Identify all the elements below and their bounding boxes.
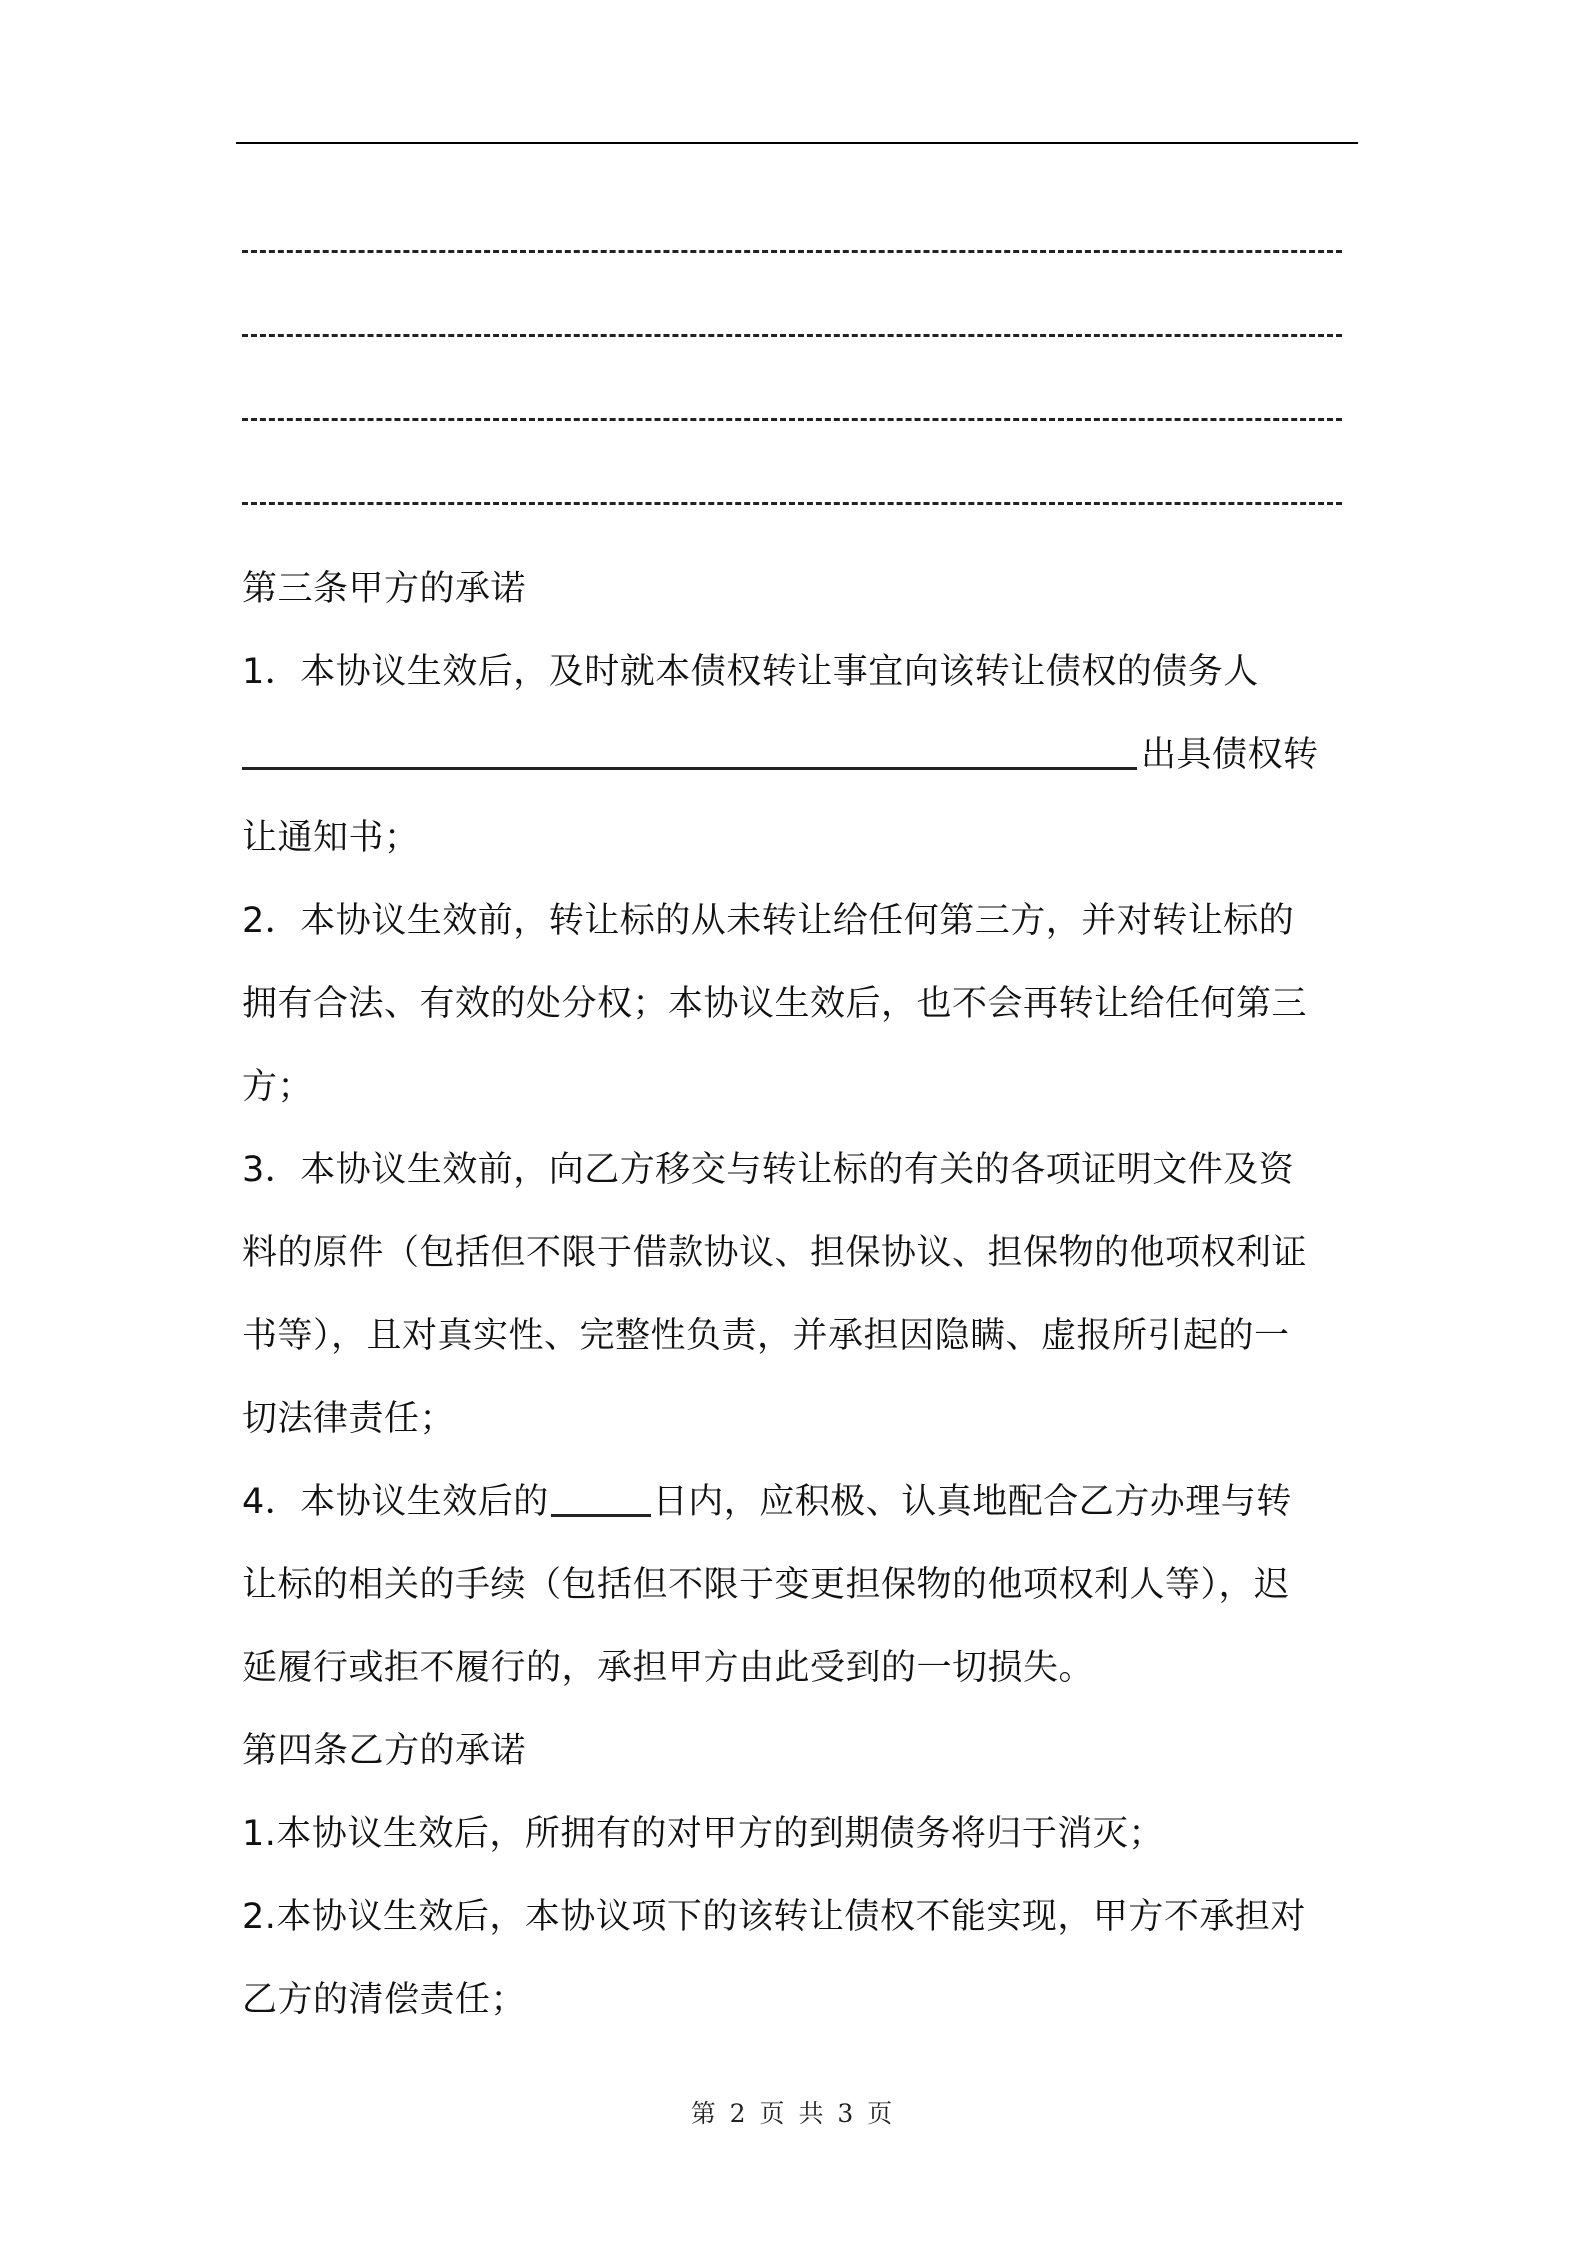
fill-in-line [242, 464, 1362, 548]
days-blank [551, 1482, 651, 1517]
article-3-item-4-line-3: 延履行或拒不履行的，承担甲方由此受到的一切损失。 [242, 1648, 1095, 1688]
article-3-item-1-line-3: 让通知书； [242, 818, 420, 858]
article-3-item-4-line-1-tail: 日内，应积极、认真地配合乙方办理与转 [652, 1482, 1292, 1522]
article-4-item-2-line-1: 2.本协议生效后，本协议项下的该转让债权不能实现，甲方不承担对 [242, 1897, 1306, 1937]
article-3-heading: 第三条甲方的承诺 [242, 569, 527, 609]
header-rule [236, 142, 1358, 144]
article-3-item-3-line-2: 料的原件（包括但不限于借款协议、担保协议、担保物的他项权利证 [242, 1233, 1308, 1273]
article-3-item-4-line-2: 让标的相关的手续（包括但不限于变更担保物的他项权利人等），迟 [242, 1565, 1290, 1605]
fill-in-line [242, 212, 1362, 296]
article-4-item-2-line-2: 乙方的清偿责任； [242, 1980, 527, 2020]
article-3-item-2-line-1: 2．本协议生效前，转让标的从未转让给任何第三方，并对转让标的 [242, 901, 1295, 941]
fill-in-line [242, 380, 1362, 464]
article-4-heading: 第四条乙方的承诺 [242, 1731, 527, 1771]
article-3-item-2-line-2: 拥有合法、有效的处分权；本协议生效后，也不会再转让给任何第三 [242, 984, 1308, 1024]
article-3-item-2-line-3: 方； [242, 1067, 314, 1107]
document-body [242, 212, 1362, 2042]
article-3-item-1-line-1: 1．本协议生效后，及时就本债权转让事宜向该转让债权的债务人 [242, 652, 1259, 692]
article-3-item-1-line-2 [242, 714, 1362, 797]
page-number: 第 2 页 共 3 页 [690, 2099, 896, 2128]
debtor-name-blank [242, 735, 1137, 770]
article-3-item-3-line-4: 切法律责任； [242, 1399, 456, 1439]
article-3-item-4-line-1-head: 4．本协议生效后的 [242, 1482, 549, 1522]
fill-in-line [242, 296, 1362, 380]
article-4-item-1-line-1: 1.本协议生效后，所拥有的对甲方的到期债务将归于消灭； [242, 1814, 1164, 1854]
article-3-item-3-line-3: 书等），且对真实性、完整性负责，并承担因隐瞒、虚报所引起的一 [242, 1316, 1290, 1356]
article-3-item-3-line-1: 3．本协议生效前，向乙方移交与转让标的有关的各项证明文件及资 [242, 1150, 1295, 1190]
article-3-item-4-line-1 [242, 1461, 1362, 1544]
article-3-item-1-line-2-tail: 出具债权转 [1141, 735, 1319, 775]
